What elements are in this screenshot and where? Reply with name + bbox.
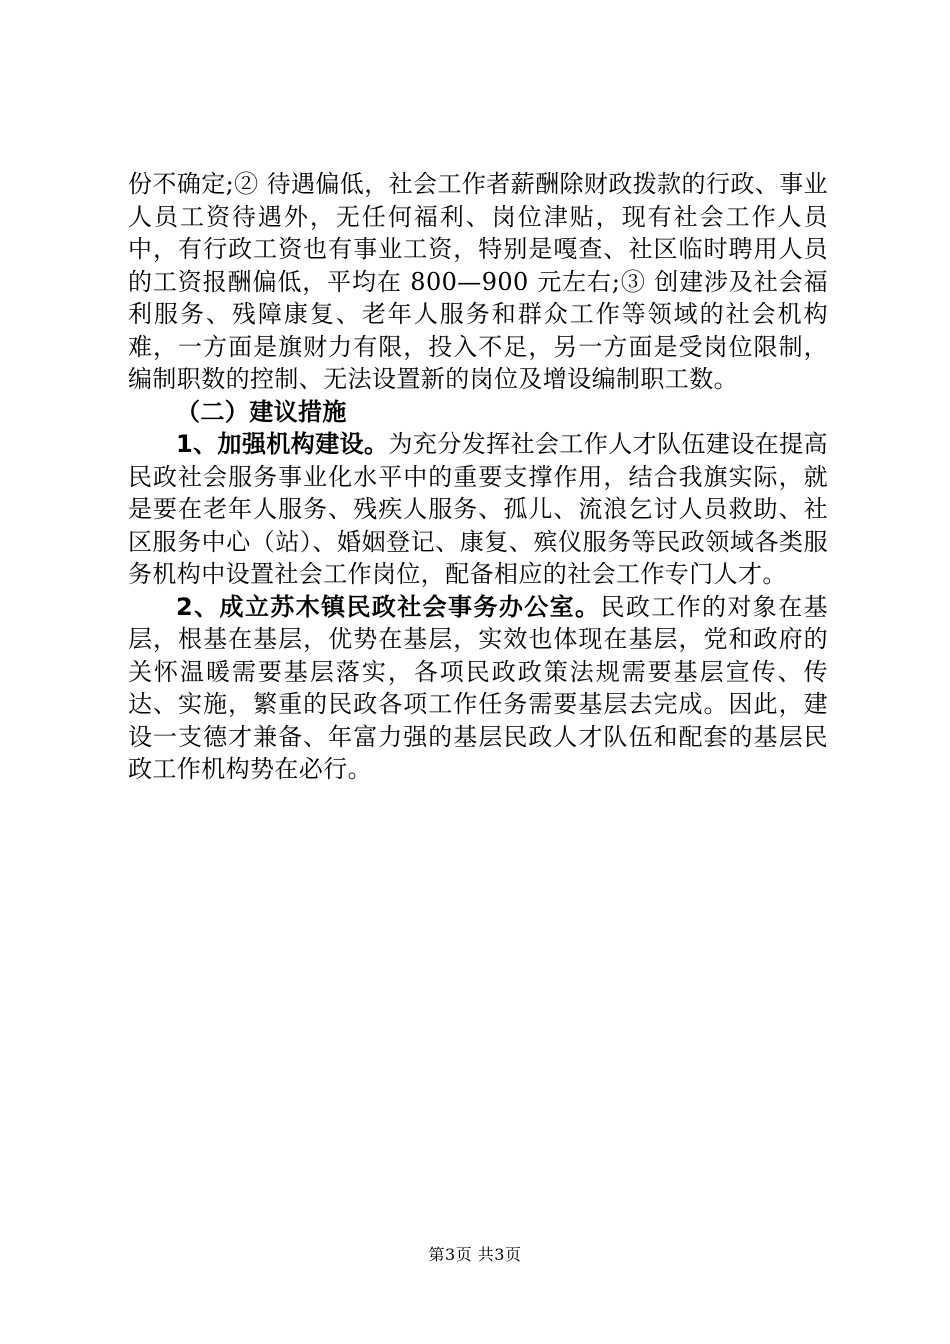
measure-1-body: 为充分发挥社会工作人才队伍建设在提高民政社会服务事业化水平中的重要支撑作用，结合我旗实际，就是要在老年人服务、残疾人服务、孤儿、流浪乞讨人员救助、社区服务中心（站）、婚姻登记、康复、殡仪服务等民政领域各类服务机构中设置社会工作岗位，配备相应的社会工作专门人才。 (128, 430, 828, 588)
measure-1-lead: 1、加强机构建设。 (176, 430, 389, 458)
measure-2-body: 民政工作的对象在基层，根基在基层，优势在基层，实效也体现在基层，党和政府的关怀温暖需要基层落实，各项民政政策法规需要基层宣传、传达、实施，繁重的民政各项工作任务需要基层去完成。因此，建设一支德才兼备、年富力强的基层民政人才队伍和配套的基层民政工作机构势在必行。 (128, 592, 829, 783)
document-body (128, 168, 828, 786)
measure-2-paragraph (128, 591, 828, 786)
measure-1-paragraph (128, 428, 828, 591)
paragraph-continued: 份不确定;② 待遇偏低，社会工作者薪酬除财政拨款的行政、事业人员工资待遇外，无任何福利、岗位津贴，现有社会工作人员中，有行政工资也有事业工资，特别是嘎查、社区临时聘用人员的工资报酬偏低，平均在 800—900 元左右;③ 创建涉及社会福利服务、残障康复、老年人服务和群众工作等领域的社会机构难，一方面是旗财力有限，投入不足，另一方面是受岗位限制，编制职数的控制、无法设置新的岗位及增设编制职工数。 (128, 170, 828, 393)
page-footer: 第3页 共3页 (428, 1245, 522, 1264)
measure-2-lead: 2、成立苏木镇民政社会事务办公室。 (176, 592, 601, 621)
section-heading: （二）建议措施 (176, 397, 347, 426)
